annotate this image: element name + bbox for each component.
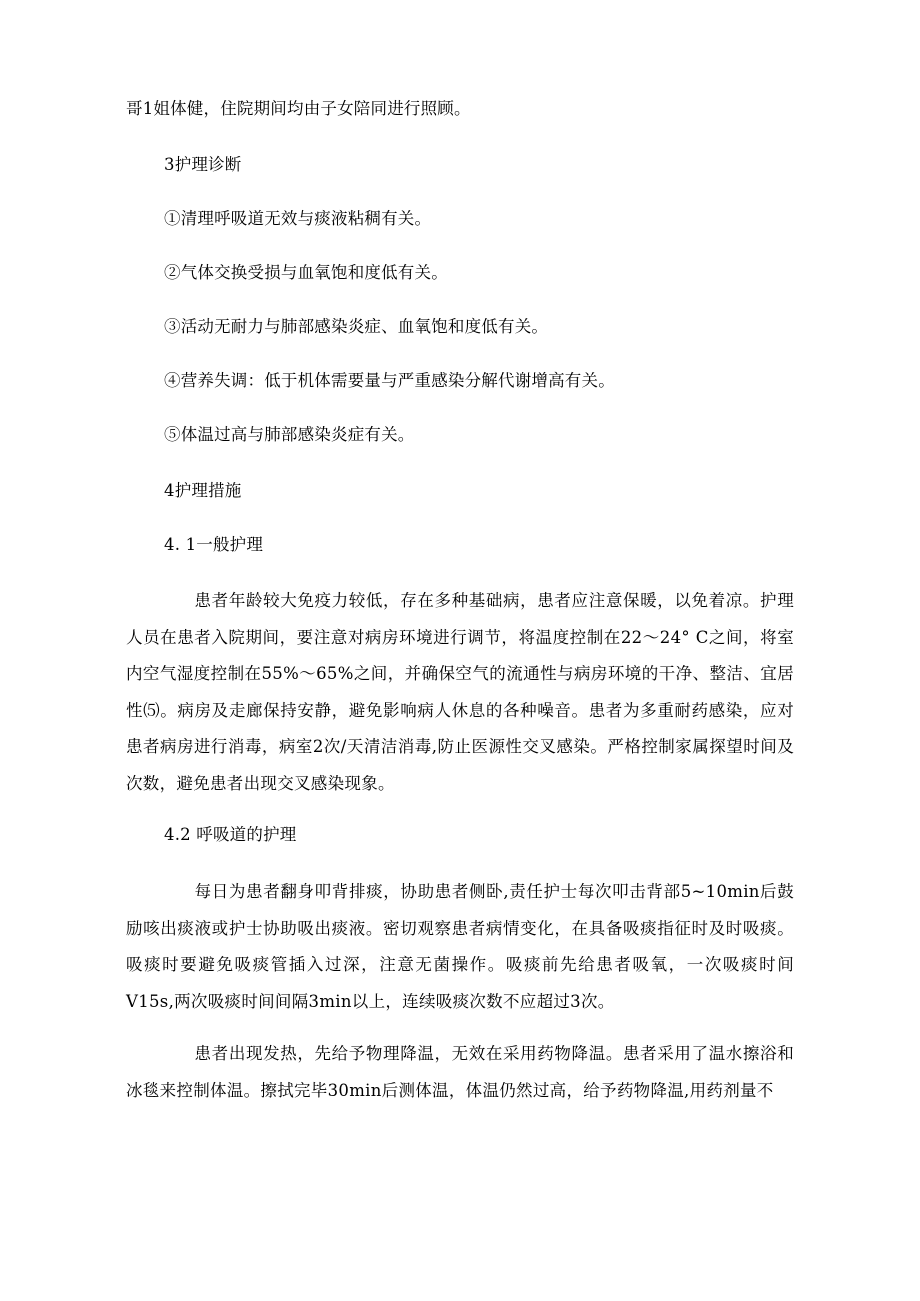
diagnosis-item-4: ④营养失调：低于机体需要量与严重感染分解代谢增高有关。 xyxy=(164,371,615,390)
continuation-text: 哥1姐体健，住院期间均由子女陪同进行照顾。 xyxy=(126,99,471,118)
paragraph-general-care: 患者年龄较大免疫力较低，存在多种基础病，患者应注意保暖，以免着凉。护理人员在患者入院期间，要注意对病房环境进行调节，将温度控制在22～24° C之间，将室内空气湿度控制在55%～65%之间，并确保空气的流通性与病房环境的干净、整洁、宜居性⑸。病房及走廊保持安静，避免影响病人休息的各种噪音。患者为多重耐药感染，应对患者病房进行消毒，病室2次/天清洁消毒,防止医源性交叉感染。严格控制家属探望时间及次数，避免患者出现交叉感染现象。 xyxy=(126,591,794,793)
section-4-title: 4护理措施 xyxy=(164,481,242,500)
paragraph-fever-care: 患者出现发热，先给予物理降温，无效在采用药物降温。患者采用了温水擦浴和冰毯来控制体温。擦拭完毕30min后测体温，体温仍然过高，给予药物降温,用药剂量不 xyxy=(126,1044,794,1100)
paragraph-airway-care: 每日为患者翻身叩背排痰，协助患者侧卧,责任护士每次叩击背部5~10min后鼓励咳出痰液或护士协助吸出痰液。密切观察患者病情变化，在具备吸痰指征时及时吸痰。吸痰时要避免吸痰管插入过深，注意无菌操作。吸痰前先给患者吸氧，一次吸痰时间V15s,两次吸痰时间间隔3min以上，连续吸痰次数不应超过3次。 xyxy=(126,882,794,1011)
subsection-4-2-title: 4.2 呼吸道的护理 xyxy=(164,825,297,844)
diagnosis-item-2: ②气体交换受损与血氧饱和度低有关。 xyxy=(164,263,448,282)
subsection-4-1-title: 4. 1一般护理 xyxy=(164,535,264,554)
diagnosis-item-3: ③活动无耐力与肺部感染炎症、血氧饱和度低有关。 xyxy=(164,317,549,336)
diagnosis-item-5: ⑤体温过高与肺部感染炎症有关。 xyxy=(164,425,415,444)
diagnosis-item-1: ①清理呼吸道无效与痰液粘稠有关。 xyxy=(164,209,432,228)
section-3-title: 3护理诊断 xyxy=(164,155,242,174)
